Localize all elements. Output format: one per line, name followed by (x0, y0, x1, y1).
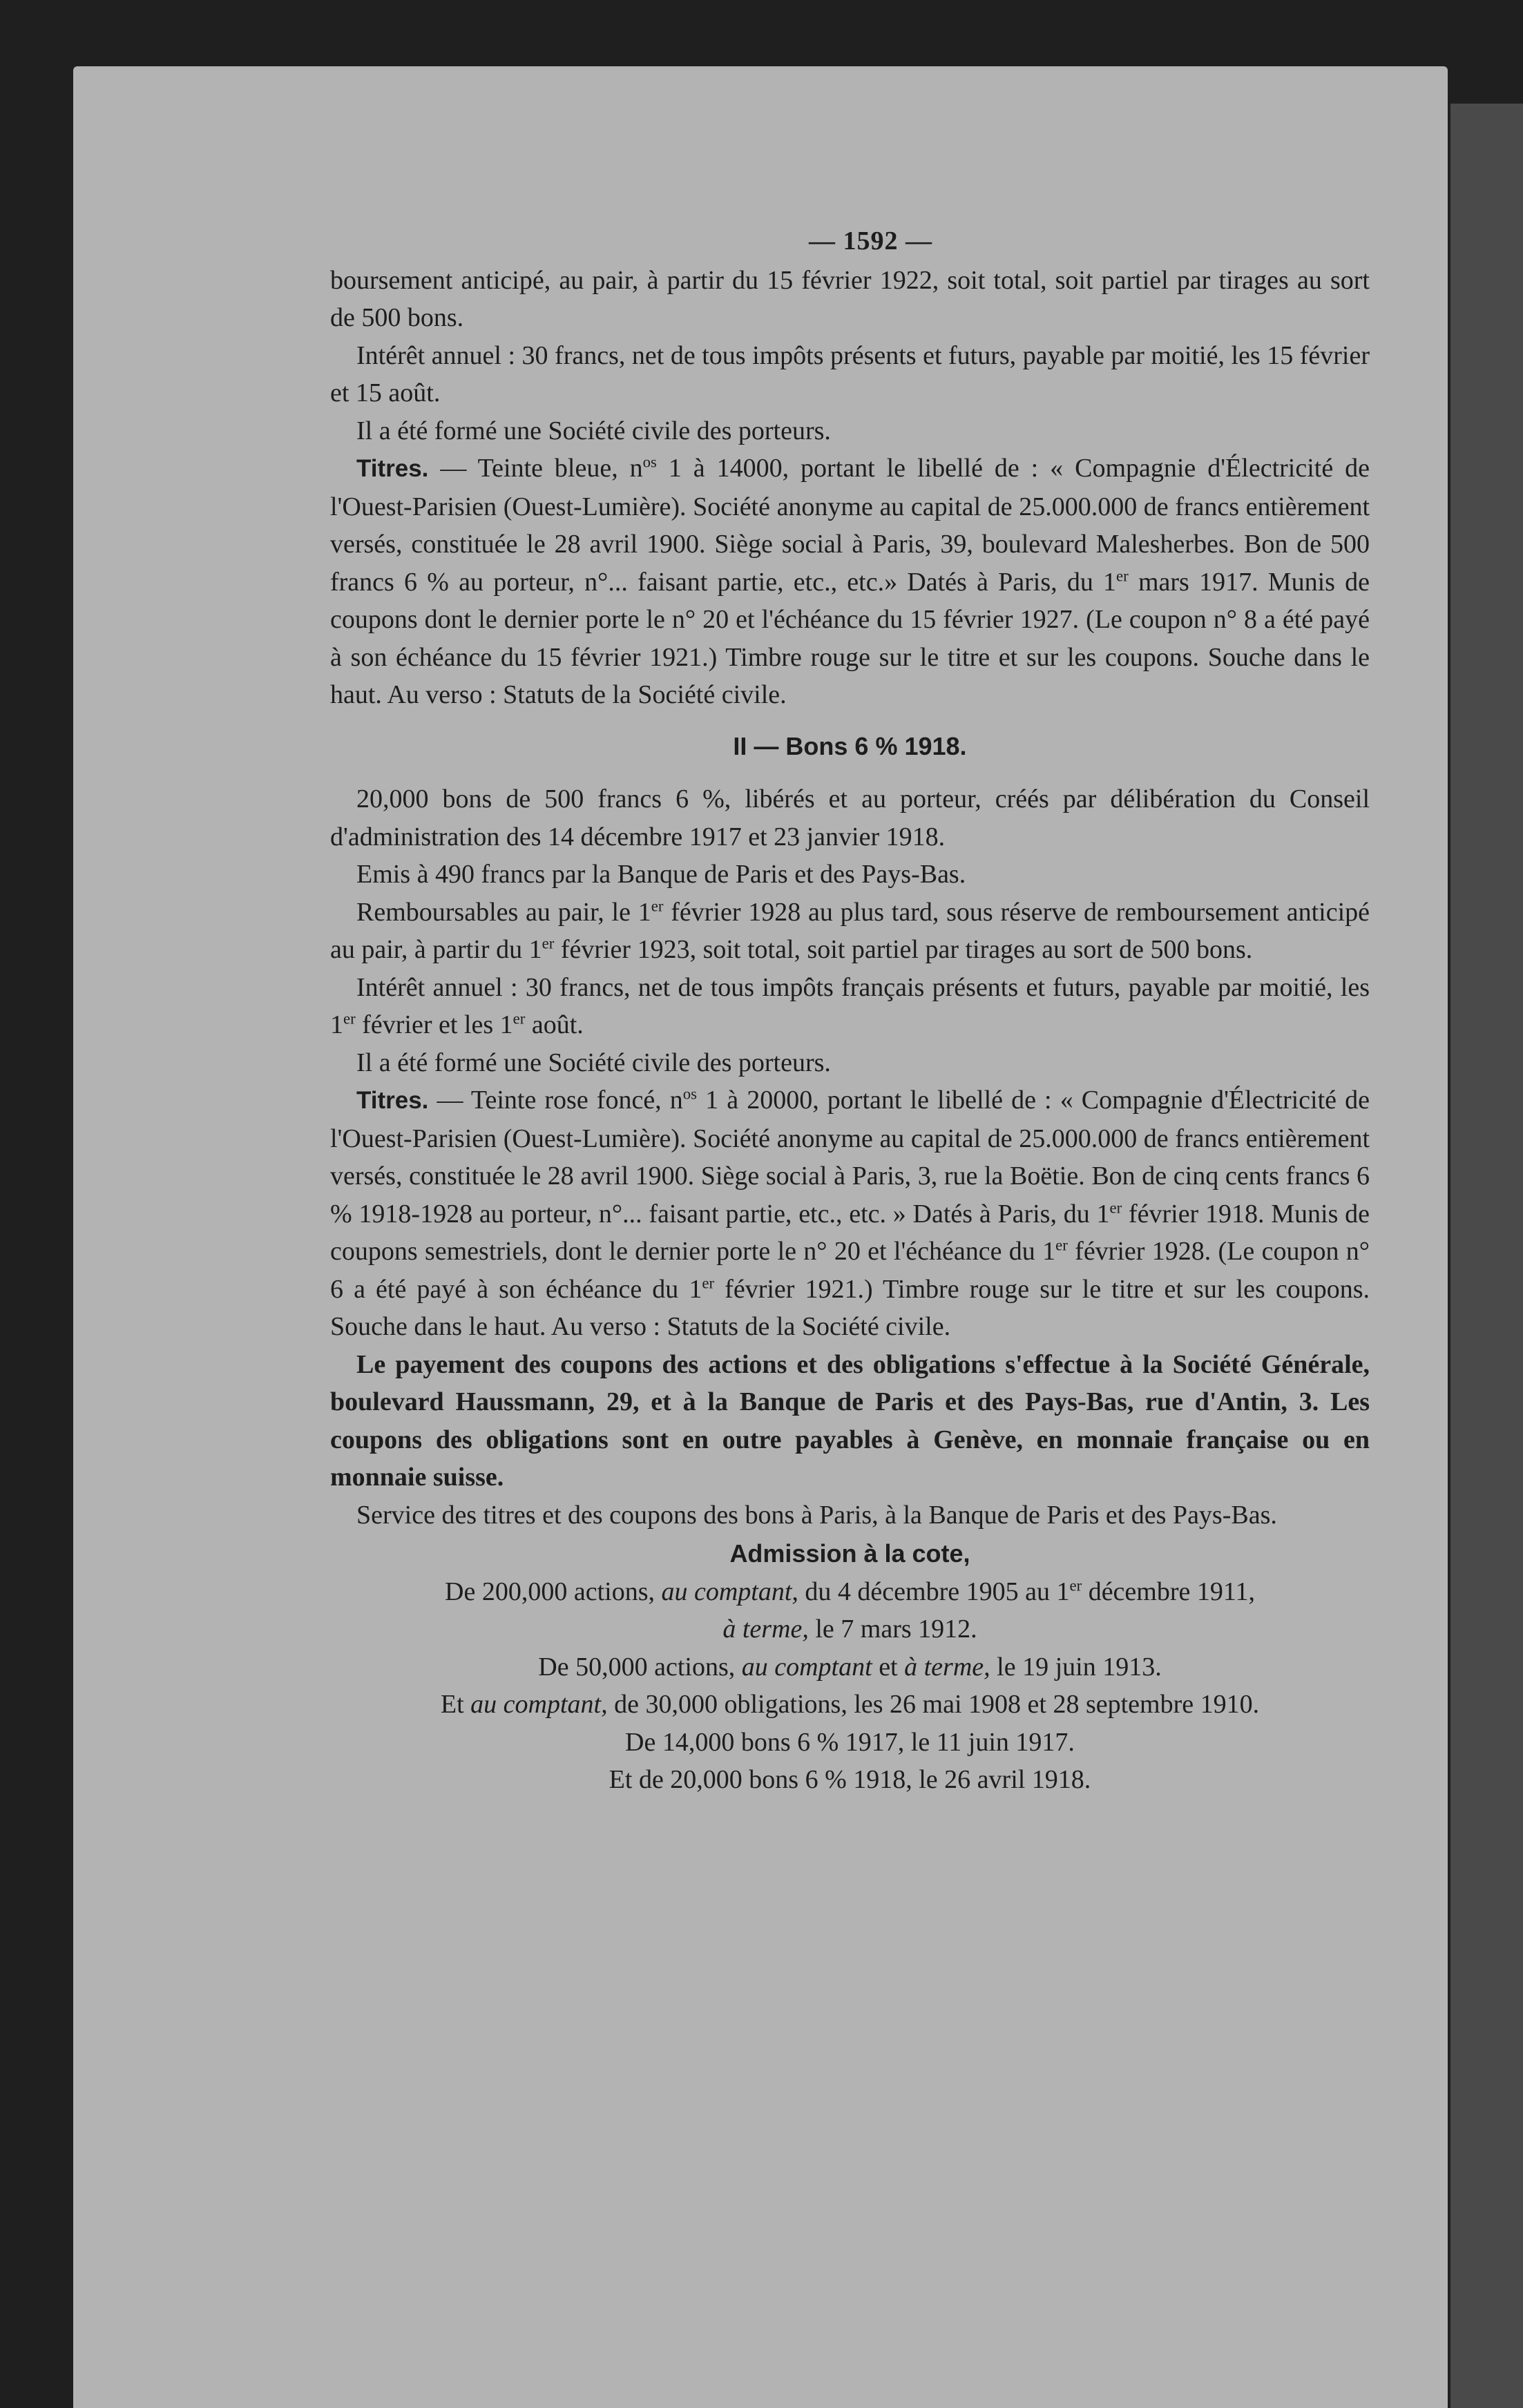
titres-label: Titres. (356, 455, 429, 482)
document-page (73, 66, 1448, 2408)
bons-paragraph-1: 20,000 bons de 500 francs 6 %, libérés et au porteur, créés par délibération du Conseil d'administration des 14 décembre 1917 et 23 janvier 1918. (330, 784, 1370, 851)
admission-line-5: De 14,000 bons 6 % 1917, le 11 juin 1917. (625, 1727, 1075, 1757)
intro-paragraph-societe: Il a été formé une Société civile des porteurs. (356, 416, 831, 445)
bons-paragraph-remboursables: Remboursables au pair, le 1er février 1928 au plus tard, sous réserve de remboursement anticipé au pair, à partir du 1er février 1923, soit total, soit partiel par tirages au sort de 500 bons. (330, 896, 1370, 964)
titres-label: Titres. (356, 1087, 429, 1114)
admission-line-1: De 200,000 actions, au comptant, du 4 décembre 1905 au 1er décembre 1911, (445, 1576, 1255, 1606)
intro-paragraph-titres: Titres. — Teinte bleue, $n^{os}$ 1 à 14000, portant le libellé de : « Compagnie d'Électricité de l'Ouest-Parisien (Ouest-Lumière). Société anonyme au capital de 25.000.000 de francs entièrement versés, constituée le 28 avril 1900. Siège social à Paris, 39, boulevard Malesherbes. Bon de 500 francs 6 % au porteur, n°... faisant partie, etc., etc.» Datés à Paris, du 1er mars 1917. Munis de coupons dont le dernier porte le n° 20 et l'échéance du 15 février 1927. (Le coupon n° 8 a été payé à son échéance du 15 février 1921.) Timbre rouge sur le titre et sur les coupons. Souche dans le haut. Au verso : Statuts de la Société civile. (330, 453, 1370, 709)
bons-paragraph-societe: Il a été formé une Société civile des porteurs. (356, 1048, 831, 1077)
adjacent-page-edge (1450, 104, 1523, 2408)
page-content (330, 222, 1370, 1799)
service-paragraph: Service des titres et des coupons des bons à Paris, à la Banque de Paris et des Pays-Bas. (356, 1500, 1277, 1530)
payement-paragraph: Le payement des coupons des actions et des obligations s'effectue à la Société Générale, boulevard Haussmann, 29, et à la Banque de Paris et des Pays-Bas, rue d'Antin, 3. Les coupons des obligations sont en outre payables à Genève, en monnaie française ou en monnaie suisse. (330, 1349, 1370, 1492)
admission-heading: Admission à la cote, (729, 1539, 970, 1568)
admission-line-6: Et de 20,000 bons 6 % 1918, le 26 avril 1918. (609, 1765, 1091, 1794)
admission-line-4: Et au comptant, de 30,000 obligations, les 26 mai 1908 et 28 septembre 1910. (440, 1690, 1260, 1719)
page-number: — 1592 — (809, 227, 932, 256)
bons-paragraph-emis: Emis à 490 francs par la Banque de Paris et des Pays-Bas. (356, 860, 966, 889)
intro-paragraph-interest: Intérêt annuel : 30 francs, net de tous impôts présents et futurs, payable par moitié, les 15 février et 15 août. (330, 340, 1370, 407)
section-heading: II — Bons 6 % 1918. (733, 731, 967, 760)
admission-line-2: à terme, le 7 mars 1912. (722, 1615, 977, 1644)
bons-paragraph-interest: Intérêt annuel : 30 francs, net de tous impôts français présents et futurs, payable par moitié, les 1er février et les 1er août. (330, 972, 1370, 1039)
bons-paragraph-titres: Titres. — Teinte rose foncé, $n^{os}$ 1 à 20000, portant le libellé de : « Compagnie d'Électricité de l'Ouest-Parisien (Ouest-Lumière). Société anonyme au capital de 25.000.000 de francs entièrement versés, constituée le 28 avril 1900. Siège social à Paris, 3, rue la Boëtie. Bon de cinq cents francs 6 % 1918-1928 au porteur, n°... faisant partie, etc., etc. » Datés à Paris, du 1er février 1918. Munis de coupons semestriels, dont le dernier porte le n° 20 et l'échéance du 1er février 1928. (Le coupon n° 6 a été payé à son échéance du 1er février 1921.) Timbre rouge sur le titre et sur les coupons. Souche dans le haut. Au verso : Statuts de la Société civile. (330, 1085, 1370, 1341)
admission-line-3: De 50,000 actions, au comptant et à terme, le 19 juin 1913. (538, 1652, 1162, 1682)
intro-paragraph-1: boursement anticipé, au pair, à partir du 15 février 1922, soit total, soit partiel par tirages au sort de 500 bons. (330, 265, 1370, 332)
